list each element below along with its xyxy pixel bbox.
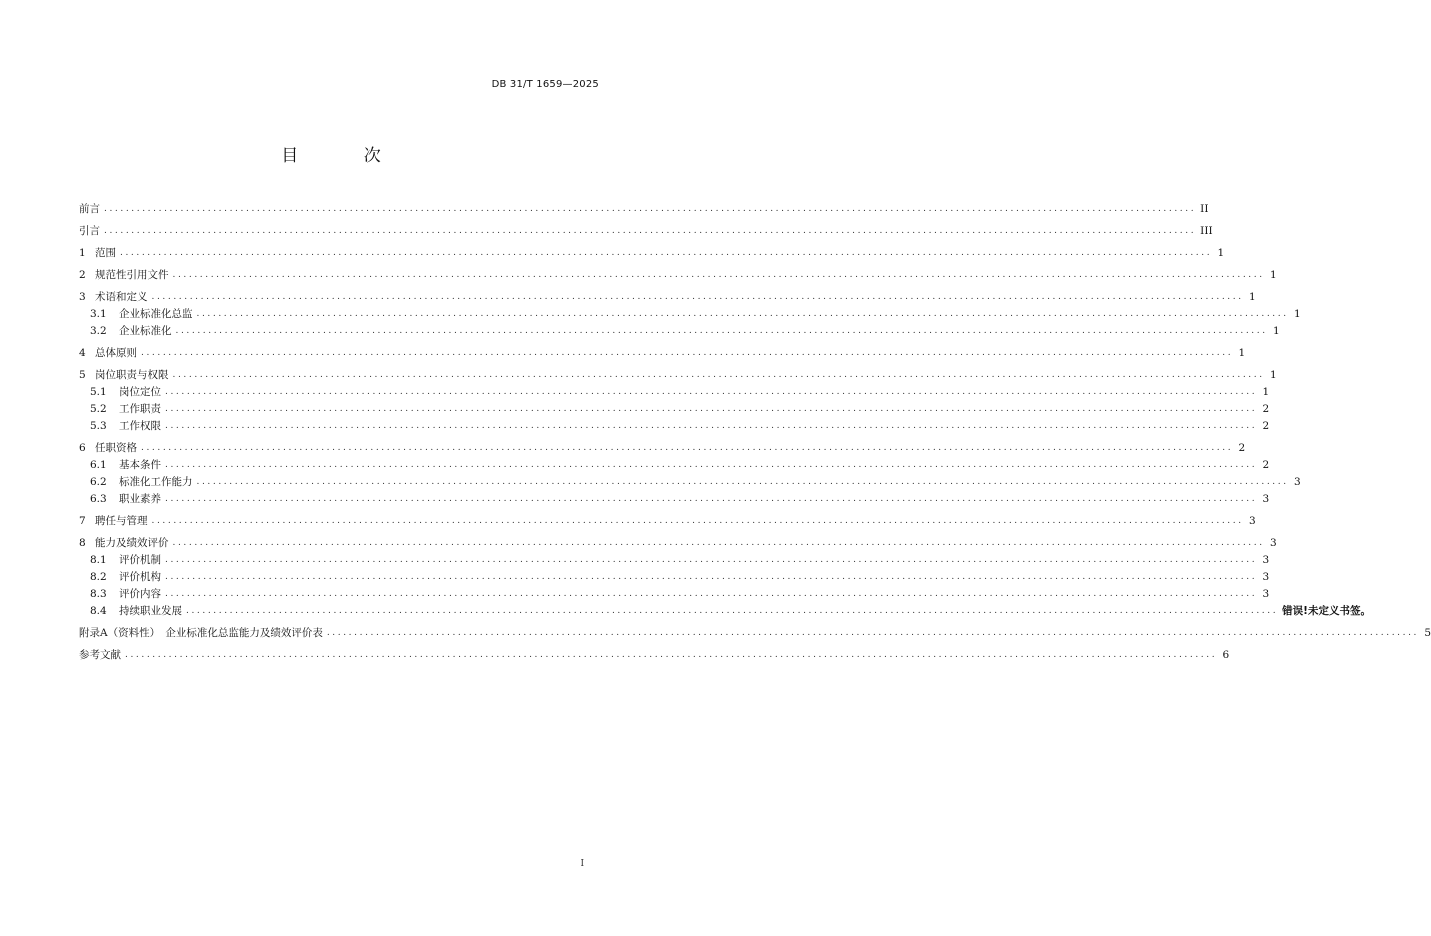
toc-dot-leader: ........................................................................................................................................................................................................ <box>104 226 1197 236</box>
toc-dot-leader: ........................................................................................................................................................................................................ <box>151 516 1244 526</box>
toc-entry-label: 企业标准化总监 <box>119 308 193 320</box>
toc-entry-number: 4 <box>79 347 86 359</box>
toc-dot-leader: ........................................................................................................................................................................................................ <box>186 606 1279 616</box>
toc-entry-label: 聘任与管理 <box>95 515 148 527</box>
toc-entry-label: 基本条件 <box>119 459 161 471</box>
toc-dot-leader: ........................................................................................................................................................................................................ <box>172 270 1265 280</box>
toc-dot-leader: ........................................................................................................................................................................................................ <box>165 494 1258 504</box>
toc-dot-leader: ........................................................................................................................................................................................................ <box>151 292 1244 302</box>
toc-entry-number: 5.2 <box>90 403 107 415</box>
toc-entry-label: 标准化工作能力 <box>119 476 193 488</box>
toc-entry[interactable] <box>79 587 1270 601</box>
toc-dot-leader: ........................................................................................................................................................................................................ <box>165 460 1258 470</box>
toc-entry-page: 3 <box>1262 571 1270 583</box>
toc-entry-number: 2 <box>79 269 86 281</box>
toc-entry[interactable] <box>79 419 1270 433</box>
toc-entry-number: 6.1 <box>90 459 107 471</box>
toc-entry-label: 工作职责 <box>119 403 161 415</box>
toc-entry-page: III <box>1200 225 1213 237</box>
toc-entry-page: 2 <box>1262 420 1270 432</box>
toc-entry-label: 岗位定位 <box>119 386 161 398</box>
toc-entry[interactable] <box>79 475 1301 489</box>
toc-entry[interactable] <box>79 536 1277 550</box>
toc-entry[interactable] <box>79 648 1230 662</box>
toc-entry[interactable] <box>79 514 1256 528</box>
toc-entry[interactable] <box>79 268 1277 282</box>
toc-dot-leader: ........................................................................................................................................................................................................ <box>175 326 1268 336</box>
toc-entry-page: 3 <box>1269 537 1277 549</box>
toc-entry-label: 岗位职责与权限 <box>95 369 169 381</box>
toc-entry-page: 1 <box>1217 247 1225 259</box>
toc-entry[interactable] <box>79 570 1270 584</box>
toc-dot-leader: ........................................................................................................................................................................................................ <box>172 370 1265 380</box>
toc-entry[interactable] <box>79 385 1270 399</box>
toc-entry-page: 2 <box>1262 459 1270 471</box>
toc-entry-number: 8.1 <box>90 554 107 566</box>
toc-dot-leader: ........................................................................................................................................................................................................ <box>165 572 1258 582</box>
toc-entry-number: 8.3 <box>90 588 107 600</box>
toc-entry-page: 2 <box>1238 442 1246 454</box>
toc-dot-leader: ........................................................................................................................................................................................................ <box>165 387 1258 397</box>
toc-bookmark-error: 错误!未定义书签。 <box>1282 605 1371 617</box>
toc-dot-leader: ........................................................................................................................................................................................................ <box>165 404 1258 414</box>
toc-entry-page: II <box>1200 203 1209 215</box>
toc-entry-label: 总体原则 <box>95 347 137 359</box>
toc-entry[interactable] <box>79 402 1270 416</box>
toc-entry-page: 3 <box>1248 515 1256 527</box>
toc-entry-page: 1 <box>1248 291 1256 303</box>
toc-entry[interactable] <box>79 368 1277 382</box>
toc-dot-leader: ........................................................................................................................................................................................................ <box>172 538 1265 548</box>
toc-entry-number: 6 <box>79 442 86 454</box>
toc-entry-label: 能力及绩效评价 <box>95 537 169 549</box>
toc-entry-label: 术语和定义 <box>95 291 148 303</box>
toc-entry-page: 3 <box>1262 588 1270 600</box>
toc-entry[interactable] <box>79 604 1371 618</box>
toc-dot-leader: ........................................................................................................................................................................................................ <box>120 248 1213 258</box>
toc-dot-leader: ........................................................................................................................................................................................................ <box>165 555 1258 565</box>
toc-entry[interactable] <box>79 492 1270 506</box>
toc-entry-number: 8 <box>79 537 86 549</box>
toc-entry-number: 8.2 <box>90 571 107 583</box>
toc-entry-page: 2 <box>1262 403 1270 415</box>
toc-entry-label: 评价内容 <box>119 588 161 600</box>
toc-dot-leader: ........................................................................................................................................................................................................ <box>165 421 1258 431</box>
toc-dot-leader: ........................................................................................................................................................................................................ <box>165 589 1258 599</box>
toc-entry-label: 企业标准化 <box>119 325 172 337</box>
toc-dot-leader: ........................................................................................................................................................................................................ <box>125 650 1218 660</box>
toc-entry[interactable] <box>79 458 1270 472</box>
toc-entry-number: 5 <box>79 369 86 381</box>
toc-entry[interactable] <box>79 324 1280 338</box>
toc-entry[interactable] <box>79 224 1213 238</box>
document-code: DB 31/T 1659—2025 <box>491 79 599 90</box>
toc-entry-number: 5.3 <box>90 420 107 432</box>
toc-entry-page: 6 <box>1222 649 1230 661</box>
toc-entry-label: 评价机制 <box>119 554 161 566</box>
toc-entry-label: 前言 <box>79 203 100 215</box>
toc-entry-number: 8.4 <box>90 605 107 617</box>
toc-entry[interactable] <box>79 202 1209 216</box>
toc-entry-number: 3.1 <box>90 308 107 320</box>
toc-entry-page: 5 <box>1424 627 1431 639</box>
toc-entry[interactable] <box>79 246 1225 260</box>
toc-entry-page: 3 <box>1262 554 1270 566</box>
toc-dot-leader: ........................................................................................................................................................................................................ <box>326 628 1420 638</box>
toc-entry-page: 1 <box>1272 325 1280 337</box>
toc-entry-label: 持续职业发展 <box>119 605 182 617</box>
toc-entry-page: 1 <box>1293 308 1301 320</box>
toc-entry[interactable] <box>79 626 1431 640</box>
toc-entry-label: 评价机构 <box>119 571 161 583</box>
toc-dot-leader: ........................................................................................................................................................................................................ <box>196 309 1289 319</box>
toc-dot-leader: ........................................................................................................................................................................................................ <box>196 477 1289 487</box>
toc-entry[interactable] <box>79 346 1246 360</box>
toc-dot-leader: ........................................................................................................................................................................................................ <box>141 443 1234 453</box>
toc-entry-page: 1 <box>1238 347 1246 359</box>
toc-entry-page: 1 <box>1269 269 1277 281</box>
page-title: 目 次 <box>281 146 411 166</box>
toc-entry-label: 参考文献 <box>79 649 121 661</box>
toc-dot-leader: ........................................................................................................................................................................................................ <box>104 204 1197 214</box>
toc-entry-label: 附录A（资料性） 企业标准化总监能力及绩效评价表 <box>79 627 323 639</box>
toc-entry[interactable] <box>79 441 1246 455</box>
toc-entry-number: 3.2 <box>90 325 107 337</box>
toc-entry-number: 7 <box>79 515 86 527</box>
toc-entry[interactable] <box>79 290 1256 304</box>
toc-entry-page: 3 <box>1262 493 1270 505</box>
toc-entry-label: 规范性引用文件 <box>95 269 169 281</box>
toc-entry-number: 3 <box>79 291 86 303</box>
toc-entry-label: 职业素养 <box>119 493 161 505</box>
toc-entry-label: 任职资格 <box>95 442 137 454</box>
toc-entry-number: 6.2 <box>90 476 107 488</box>
toc-entry-page: 1 <box>1262 386 1270 398</box>
toc-entry[interactable] <box>79 553 1270 567</box>
toc-entry[interactable] <box>79 307 1301 321</box>
toc-dot-leader: ........................................................................................................................................................................................................ <box>141 348 1234 358</box>
toc-entry-page: 3 <box>1293 476 1301 488</box>
toc-entry-number: 6.3 <box>90 493 107 505</box>
toc-entry-label: 引言 <box>79 225 100 237</box>
toc-entry-number: 1 <box>79 247 86 259</box>
toc-entry-number: 5.1 <box>90 386 107 398</box>
toc-entry-label: 范围 <box>95 247 116 259</box>
toc-entry-label: 工作权限 <box>119 420 161 432</box>
page-number: I <box>580 859 584 869</box>
toc-entry-page: 1 <box>1269 369 1277 381</box>
